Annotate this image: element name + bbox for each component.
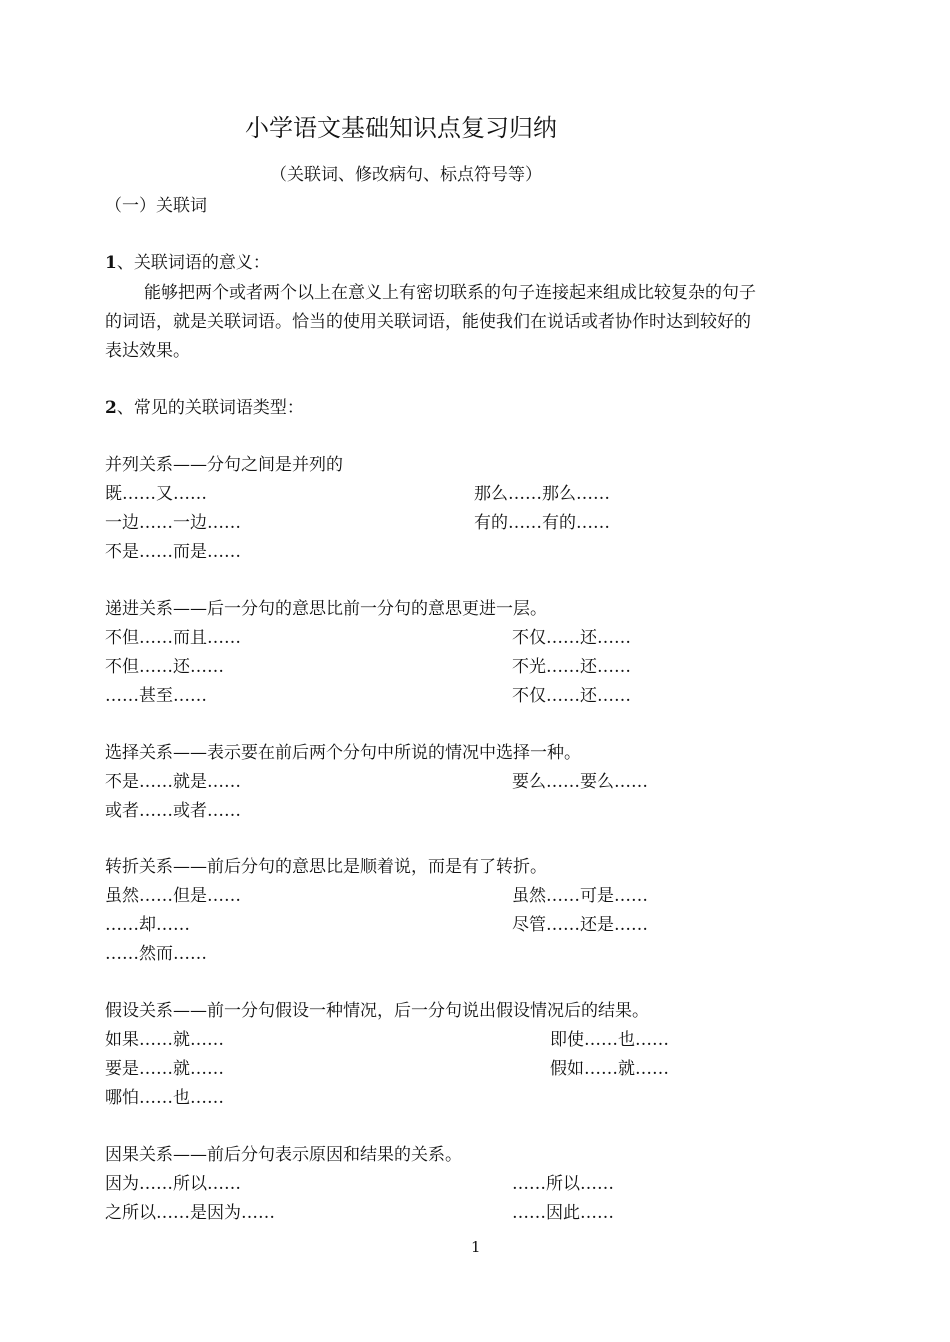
item-1-paragraph-line: 表达效果。 bbox=[105, 341, 190, 361]
conjunction-pair: ……然而…… bbox=[105, 944, 207, 964]
conjunction-pair: 假如……就…… bbox=[550, 1059, 669, 1079]
conjunction-pair: 如果……就…… bbox=[105, 1030, 224, 1050]
item-1-number: 1 bbox=[105, 253, 117, 273]
conjunction-pair: 一边……一边…… bbox=[105, 513, 241, 533]
conjunction-pair: 不是……就是…… bbox=[105, 772, 241, 792]
conjunction-pair: 要是……就…… bbox=[105, 1059, 224, 1079]
page-number: 1 bbox=[471, 1238, 481, 1256]
conjunction-pair: ……因此…… bbox=[512, 1203, 614, 1223]
group-heading-hypothesis: 假设关系——前一分句假设一种情况，后一分句说出假设情况后的结果。 bbox=[105, 1001, 649, 1021]
conjunction-pair: 既……又…… bbox=[105, 484, 207, 504]
conjunction-pair: 不仅……还…… bbox=[512, 686, 631, 706]
item-1-paragraph-line: 的词语，就是关联词语。恰当的使用关联词语，能使我们在说话或者协作时达到较好的 bbox=[105, 312, 751, 332]
conjunction-pair: 因为……所以…… bbox=[105, 1174, 241, 1194]
group-heading-transition: 转折关系——前后分句的意思比是顺着说，而是有了转折。 bbox=[105, 857, 547, 877]
conjunction-pair: 不是……而是…… bbox=[105, 542, 241, 562]
conjunction-pair: 不光……还…… bbox=[512, 657, 631, 677]
conjunction-pair: 哪怕……也…… bbox=[105, 1088, 224, 1108]
item-1-paragraph-line: 能够把两个或者两个以上在意义上有密切联系的句子连接起来组成比较复杂的句子 bbox=[144, 283, 756, 303]
item-1-label: 、关联词语的意义： bbox=[116, 253, 270, 273]
group-heading-parallel: 并列关系——分句之间是并列的 bbox=[105, 455, 343, 475]
conjunction-pair: ……所以…… bbox=[512, 1174, 614, 1194]
item-2-label: 、常见的关联词语类型： bbox=[116, 398, 304, 418]
conjunction-pair: 不但……而且…… bbox=[105, 628, 241, 648]
group-heading-choice: 选择关系——表示要在前后两个分句中所说的情况中选择一种。 bbox=[105, 743, 581, 763]
conjunction-pair: ……却…… bbox=[105, 915, 190, 935]
group-heading-causal: 因果关系——前后分句表示原因和结果的关系。 bbox=[105, 1145, 462, 1165]
conjunction-pair: 虽然……可是…… bbox=[512, 886, 648, 906]
conjunction-pair: 有的……有的…… bbox=[474, 513, 610, 533]
item-2-heading bbox=[105, 397, 304, 419]
conjunction-pair: 即使……也…… bbox=[550, 1030, 669, 1050]
conjunction-pair: 要么……要么…… bbox=[512, 772, 648, 792]
conjunction-pair: ……甚至…… bbox=[105, 686, 207, 706]
conjunction-pair: 或者……或者…… bbox=[105, 801, 241, 821]
page-title: 小学语文基础知识点复习归纳 bbox=[245, 114, 557, 142]
conjunction-pair: 之所以……是因为…… bbox=[105, 1203, 275, 1223]
conjunction-pair: 不但……还…… bbox=[105, 657, 224, 677]
conjunction-pair: 不仅……还…… bbox=[512, 628, 631, 648]
conjunction-pair: 那么……那么…… bbox=[474, 484, 610, 504]
item-1-heading bbox=[105, 252, 270, 274]
page-subtitle: （关联词、修改病句、标点符号等） bbox=[270, 165, 542, 185]
conjunction-pair: 虽然……但是…… bbox=[105, 886, 241, 906]
item-2-number: 2 bbox=[105, 398, 117, 418]
conjunction-pair: 尽管……还是…… bbox=[512, 915, 648, 935]
group-heading-progressive: 递进关系——后一分句的意思比前一分句的意思更进一层。 bbox=[105, 599, 547, 619]
section-heading: （一）关联词 bbox=[105, 196, 207, 216]
